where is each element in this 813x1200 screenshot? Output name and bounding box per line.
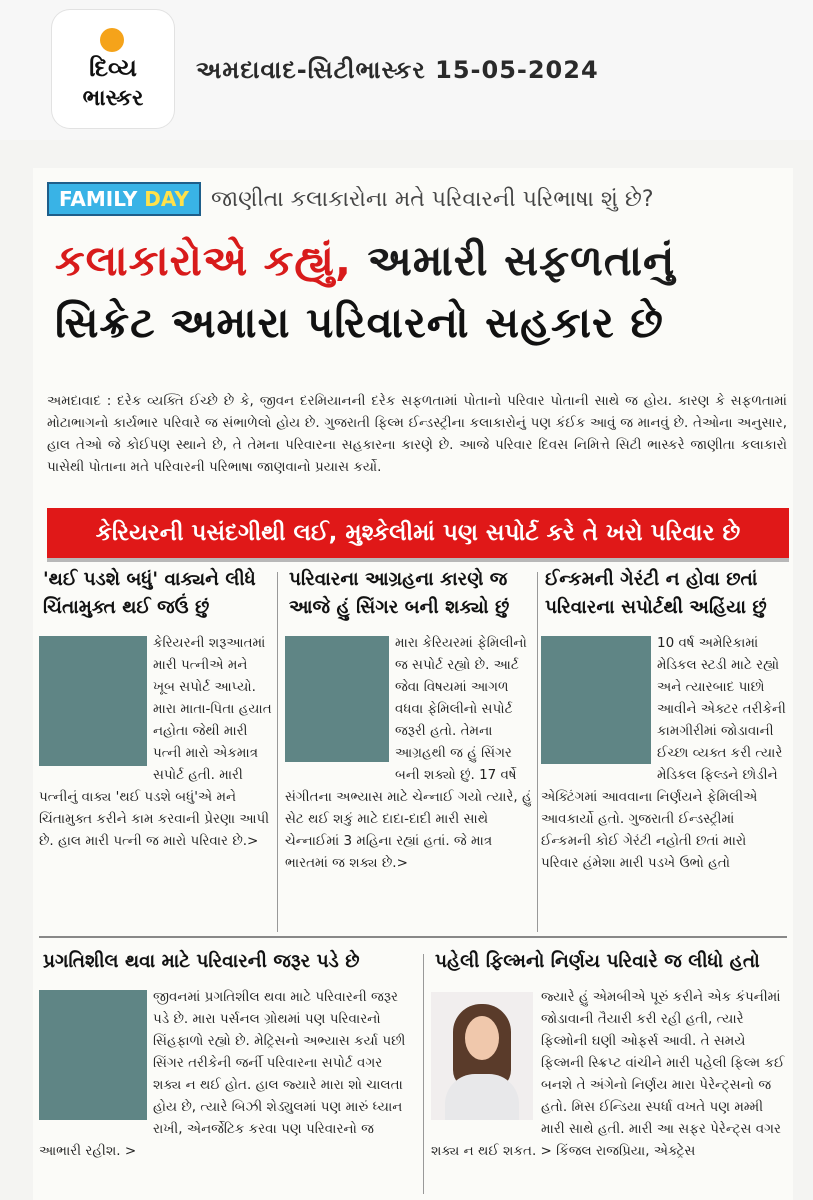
headline-rest: અમારી સફળતાનું [351,236,676,285]
section-divider [39,936,787,938]
portrait-placeholder [39,636,147,766]
headline-red: કલાકારોએ કહ્યું, [55,236,352,285]
portrait-placeholder [541,636,651,764]
tag-word2: DAY [144,187,189,211]
column-body: જીવનમાં પ્રગતિશીલ થવા માટે પરિવારની જરૂર પડે છે. મારા પર્સનલ ગ્રોથમાં પણ પરિવારનો સિંહફાળો રહ્યો છે. મેટ્રિસનો અભ્યાસ કર્યા પછી સિંગર તરીકેની જર્ની પરિવારના સપોર્ટ વગર શક્ય ન થઈ હોત. હાલ જ્યારે મારા શો ચાલતા હોય છે, ત્યારે બિઝી શેડ્યુલમાં પણ મારું ધ્યાન રાખી, એનર્જેટિક કરવા પણ પરિવારનો જ આભારી રહીશ. > [39,989,406,1159]
kicker [47,182,654,216]
column-4 [39,948,411,1162]
family-day-tag [47,182,201,216]
headline-line2: સિક્રેટ અમારા પરિવારનો સહકાર છે [55,298,664,347]
column-3 [541,566,787,936]
column-body: કેરિયરની શરૂઆતમાં મારી પત્નીએ મને ખૂબ સપોર્ટ આપ્યો. મારા માતા-પિતા હયાત નહોતા જેથી મારી પત્ની મારો એકમાત્ર સપોર્ટ હતી. મારી પત્નીનું વાક્ય 'થઈ પડશે બધું'એ મને ચિંતામુક્ત કરીને કામ કરવાની પ્રેરણા આપી છે. હાલ મારી પત્ની જ મારો પરિવાર છે.> [39,635,272,849]
column-body: 10 વર્ષ અમેરિકામાં મેડિકલ સ્ટડી માટે રહ્યો અને ત્યારબાદ પાછો આવીને એક્ટર તરીકેની કામગીરીમાં જોડાવાની ઈચ્છા વ્યક્ત કરી ત્યારે મેડિકલ ફિલ્ડને છોડીને એક્ટિંગમાં આવવાના નિર્ણયને ફેમિલીએ આવકાર્યો હતો. ગુજરાતી ઈન્ડસ્ટ્રીમાં ઈન્કમની કોઈ ગેરંટી નહોતી છતાં મારો પરિવાર હંમેશા મારી પડખે ઉભો હતો [541,635,786,871]
logo-line1: દિવ્ય [89,54,137,82]
intro-paragraph: અમદાવાદ : દરેક વ્યક્તિ ઈચ્છે છે કે, જીવન દરમિયાનની દરેક સફળતામાં પોતાનો પરિવાર પોતાની સાથે જ હોય. કારણ કે સફળતામાં મોટાભાગનો કાર્યભાર પરિવારે જ સંભાળેલો હોય છે. ગુજરાતી ફિલ્મ ઈન્ડસ્ટ્રીના કલાકારોનું પણ કંઈક આવું જ માનવું છે. તેઓના અનુસાર, હાલ તેઓ જે કોઈપણ સ્થાને છે, તે તેમના પરિવારના સહકારના કારણે છે. આજે પરિવાર દિવસ નિમિત્તે સિટી ભાસ્કરે જાણીતા કલાકારો પાસેથી પોતાના મતે પરિવારની પરિભાષા જાણવાનો પ્રયાસ કર્યો. [47,393,787,475]
column-heading: પરિવારના આગ્રહના કારણે જ આજે હું સિંગર બની શક્યો છું [289,569,510,618]
tag-word1: FAMILY [59,187,138,211]
sun-icon [100,28,124,52]
column-heading: પ્રગતિશીલ થવા માટે પરિવારની જરૂર પડે છે [43,951,360,972]
page-header [0,0,813,140]
portrait-placeholder [39,990,147,1120]
divya-bhaskar-logo [52,10,174,128]
actress-photo [431,992,533,1120]
newspaper-clipping [33,168,793,1200]
column-5 [431,948,789,1162]
column-1 [39,566,273,936]
edition-date: અમદાવાદ-સિટીભાસ્કર 15-05-2024 [196,56,599,84]
kicker-text: જાણીતા કલાકારોના મતે પરિવારની પરિભાષા શું છે? [210,186,654,212]
headline-line1 [55,236,675,286]
photo-body [445,1074,519,1120]
column-divider [277,572,278,932]
column-heading: ઈન્કમની ગેરંટી ન હોવા છતાં પરિવારના સપોર્ટથી અહિંયા છું [545,569,767,618]
column-divider [537,572,538,932]
column-heading: પહેલી ફિલ્મનો નિર્ણય પરિવારે જ લીધો હતો [435,951,760,972]
column-body: જ્યારે હું એમબીએ પૂરું કરીને એક કંપનીમાં જોડાવાની તૈયારી કરી રહી હતી, ત્યારે ફિલ્મોની ઘણી ઓફર્સ આવી. તે સમયે ફિલ્મની સ્ક્રિપ્ટ વાંચીને મારી પહેલી ફિલ્મ કઈ બનશે તે અંગેનો નિર્ણય મારા પેરેન્ટ્સનો જ હતો. મિસ ઈન્ડિયા સ્પર્ધા વખતે પણ મમ્મી મારી સાથે હતી. મારી આ સફર પેરેન્ટ્સ વગર શક્ય ન થઈ શકત. > કિંજલ રાજપ્રિયા, એક્ટ્રેસ [431,989,785,1159]
logo-line2: ભાસ્કર [82,86,144,111]
column-body: મારા કેરિયરમાં ફેમિલીનો જ સપોર્ટ રહ્યો છે. આર્ટ જેવા વિષયમાં આગળ વધવા ફેમિલીનો સપોર્ટ જરૂરી હતો. તેમના આગ્રહથી જ હું સિંગર બની શક્યો છું. 17 વર્ષે સંગીતના અભ્યાસ માટે ચેન્નાઈ ગયો ત્યારે, હું સેટ થઈ શકું માટે દાદા-દાદી મારી સાથે ચેન્નાઈમાં 3 મહિના રહ્યાં હતાં. જે માત્ર ભારતમાં જ શક્ય છે.> [285,635,532,871]
column-divider [423,954,424,1194]
photo-face [465,1016,499,1060]
column-2 [285,566,533,936]
column-heading: 'થઈ પડશે બધું' વાક્યને લીધે ચિંતામુક્ત થઈ જઉં છું [43,569,256,618]
portrait-placeholder [285,636,389,762]
red-banner: કેરિયરની પસંદગીથી લઈ, મુશ્કેલીમાં પણ સપોર્ટ કરે તે ખરો પરિવાર છે [47,508,789,562]
